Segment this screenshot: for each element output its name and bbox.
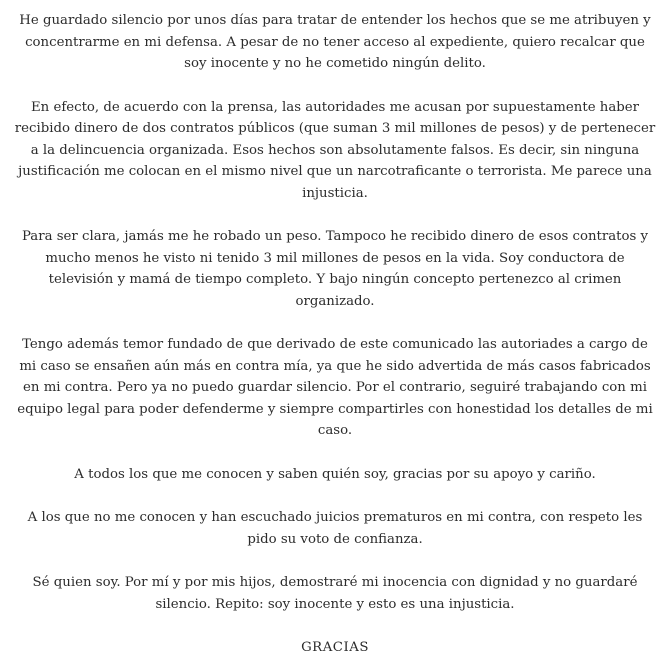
statement-body [12, 10, 658, 659]
paragraph-5: A todos los que me conocen y saben quién soy, gracias por su apoyo y cariño. [74, 466, 596, 482]
paragraph-2: En efecto, de acuerdo con la prensa, las autoridades me acusan por supuestamente haber recibido dinero de dos contratos públicos (que suman 3 mil millones de pesos) y de pertenecer a la delincuencia organizada. Esos hechos son absolutamente falsos. Es decir, sin ninguna justificación me colocan en el mismo nivel que un narcotraficante o terrorista. Me parece una injusticia. [14, 99, 656, 201]
paragraph-4: Tengo además temor fundado de que derivado de este comunicado las autoriades a cargo de mi caso se ensañen aún más en contra mía, ya que he sido advertida de más casos fabricados en mi contra. Pero ya no puedo guardar silencio. Por el contrario, seguiré trabajando con mi equipo legal para poder defenderme y siempre compartirles con honestidad los detalles de mi caso. [17, 337, 653, 438]
closing-thanks: GRACIAS [301, 640, 369, 655]
paragraph-7: Sé quien soy. Por mí y por mis hijos, demostraré mi inocencia con dignidad y no guardaré silencio. Repito: soy inocente y esto es una injusticia. [32, 575, 638, 612]
paragraph-6: A los que no me conocen y han escuchado juicios prematuros en mi contra, con respeto les pido su voto de confianza. [27, 510, 643, 547]
paragraph-3: Para ser clara, jamás me he robado un peso. Tampoco he recibido dinero de esos contratos y mucho menos he visto ni tenido 3 mil millones de pesos en la vida. Soy conductora de televisión y mamá de tiempo completo. Y bajo ningún concepto pertenezco al crimen organizado. [21, 229, 649, 309]
paragraph-1: He guardado silencio por unos días para tratar de entender los hechos que se me atribuyen y concentrarme en mi defensa. A pesar de no tener acceso al expediente, quiero recalcar que soy inocente y no he cometido ningún delito. [19, 13, 651, 71]
